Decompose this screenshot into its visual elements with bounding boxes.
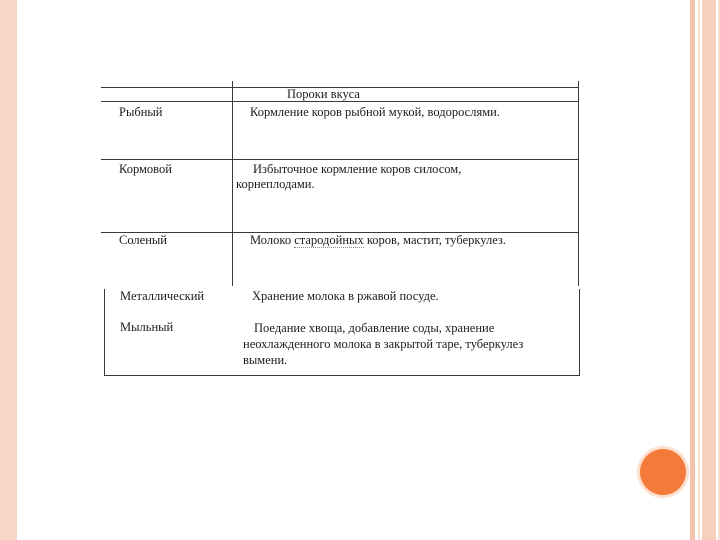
right-stripe (702, 0, 716, 540)
row-name: Соленый (119, 233, 167, 247)
right-stripe (690, 0, 695, 540)
accent-circle (640, 449, 686, 495)
row-description: Избыточное кормление коров силосом, (253, 162, 462, 176)
right-decorative-border (690, 0, 720, 540)
row-description: Поедание хвоща, добавление соды, хранение (254, 321, 495, 335)
taste-defects-table (101, 81, 581, 376)
row-name: Кормовой (119, 162, 172, 176)
row-description: неохлажденного молока в закрытой таре, туберкулез (243, 337, 524, 351)
description-part: Молоко (250, 233, 295, 247)
row-description: вымени. (243, 353, 288, 367)
table-header: Пороки вкуса (287, 87, 360, 101)
table-vertical-line (578, 81, 579, 286)
table-horizontal-line (104, 375, 580, 376)
row-description: корнеплодами. (236, 177, 315, 191)
right-stripe (698, 0, 700, 540)
description-part: коров, мастит, туберкулез. (363, 233, 506, 247)
table-vertical-line (232, 81, 233, 286)
table-horizontal-line (101, 159, 579, 160)
row-description: Кормление коров рыбной мукой, водорослями. (250, 105, 500, 119)
row-description (250, 233, 506, 248)
row-name: Рыбный (119, 105, 163, 119)
row-description: Хранение молока в ржавой посуде. (252, 289, 439, 303)
row-name: Мыльный (120, 320, 174, 334)
left-decorative-border (0, 0, 17, 540)
table-vertical-line (104, 289, 105, 376)
table-vertical-line (579, 289, 580, 376)
description-part: стародойных (294, 233, 364, 247)
row-name: Металлический (120, 289, 205, 303)
